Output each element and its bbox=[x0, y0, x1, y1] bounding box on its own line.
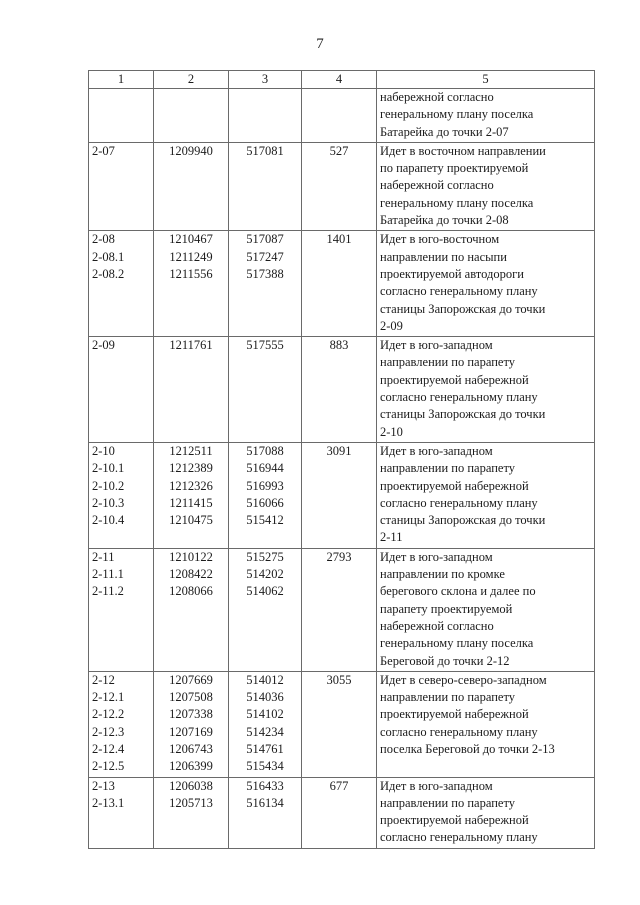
x-coordinate: 1212389 bbox=[169, 461, 213, 476]
description-line: проектируемой набережной bbox=[380, 707, 529, 722]
point-id: 2-11.2 bbox=[92, 584, 124, 599]
segment-length: 527 bbox=[329, 143, 349, 158]
y-coordinate: 517388 bbox=[246, 266, 284, 281]
point-id: 2-11 bbox=[92, 549, 115, 564]
y-coordinate-cell bbox=[229, 89, 302, 143]
y-coordinate: 515412 bbox=[246, 513, 284, 528]
y-coordinate: 517247 bbox=[246, 249, 284, 264]
description-line: набережной согласно bbox=[380, 90, 494, 104]
table-row bbox=[89, 548, 595, 671]
point-cell bbox=[89, 548, 154, 671]
x-coordinate: 1211556 bbox=[169, 266, 213, 281]
x-coordinate: 1206038 bbox=[169, 778, 213, 793]
segment-length: 883 bbox=[329, 338, 349, 353]
description-line: генеральному плану поселка bbox=[380, 636, 534, 651]
x-coordinate: 1211761 bbox=[169, 338, 213, 353]
table-row bbox=[89, 231, 595, 337]
point-id: 2-10.4 bbox=[92, 513, 125, 528]
y-coordinate-cell bbox=[229, 548, 302, 671]
point-cell bbox=[89, 777, 154, 848]
description-line: набережной согласно bbox=[380, 618, 494, 633]
point-id: 2-10.1 bbox=[92, 461, 125, 476]
description-cell bbox=[377, 671, 595, 777]
point-id: 2-11.1 bbox=[92, 567, 124, 582]
description-line: направлении по парапету bbox=[380, 795, 515, 810]
description-cell bbox=[377, 548, 595, 671]
point-cell bbox=[89, 231, 154, 337]
length-cell bbox=[302, 671, 377, 777]
y-coordinate: 514202 bbox=[246, 567, 284, 582]
y-coordinate-cell bbox=[229, 671, 302, 777]
x-coordinate: 1210467 bbox=[169, 232, 213, 247]
header-col-4: 4 bbox=[302, 71, 377, 89]
y-coordinate: 516433 bbox=[246, 778, 284, 793]
description-line: направлении по кромке bbox=[380, 567, 505, 582]
description-line: согласно генеральному плану bbox=[380, 284, 538, 299]
y-coordinate-cell bbox=[229, 142, 302, 230]
header-col-5: 5 bbox=[377, 71, 595, 89]
description-line: проектируемой набережной bbox=[380, 813, 529, 828]
x-coordinate: 1211415 bbox=[169, 495, 213, 510]
description-cell bbox=[377, 442, 595, 548]
description-line: Идет в юго-западном bbox=[380, 778, 493, 793]
header-col-1: 1 bbox=[89, 71, 154, 89]
coordinates-table bbox=[88, 70, 595, 849]
table-row bbox=[89, 89, 595, 143]
y-coordinate: 514761 bbox=[246, 741, 284, 756]
description-line: Батарейка до точки 2-08 bbox=[380, 213, 509, 228]
point-id: 2-09 bbox=[92, 338, 115, 353]
x-coordinate: 1205713 bbox=[169, 795, 213, 810]
segment-length: 3055 bbox=[326, 672, 352, 687]
y-coordinate: 517088 bbox=[246, 443, 284, 458]
point-cell bbox=[89, 89, 154, 143]
table-row bbox=[89, 442, 595, 548]
segment-length: 2793 bbox=[326, 549, 352, 564]
description-line: генеральному плану поселка bbox=[380, 107, 534, 122]
description-cell bbox=[377, 337, 595, 443]
x-coordinate-cell bbox=[154, 548, 229, 671]
description-cell bbox=[377, 89, 595, 143]
y-coordinate: 514036 bbox=[246, 690, 284, 705]
header-col-3: 3 bbox=[229, 71, 302, 89]
y-coordinate: 515275 bbox=[246, 549, 284, 564]
length-cell bbox=[302, 442, 377, 548]
point-id: 2-10 bbox=[92, 443, 115, 458]
description-line: парапету проектируемой bbox=[380, 601, 513, 616]
description-line: согласно генеральному плану bbox=[380, 390, 538, 405]
table-body bbox=[89, 89, 595, 849]
x-coordinate: 1206743 bbox=[169, 741, 213, 756]
x-coordinate-cell bbox=[154, 231, 229, 337]
y-coordinate: 514102 bbox=[246, 707, 284, 722]
y-coordinate: 515434 bbox=[246, 759, 284, 774]
description-line: проектируемой автодороги bbox=[380, 266, 524, 281]
page-number: 7 bbox=[316, 36, 324, 52]
x-coordinate: 1207169 bbox=[169, 724, 213, 739]
description-line: поселка Береговой до точки 2-13 bbox=[380, 741, 555, 756]
point-cell bbox=[89, 337, 154, 443]
x-coordinate: 1210475 bbox=[169, 513, 213, 528]
point-cell bbox=[89, 671, 154, 777]
x-coordinate-cell bbox=[154, 442, 229, 548]
x-coordinate: 1206399 bbox=[169, 759, 213, 774]
x-coordinate: 1208422 bbox=[169, 567, 213, 582]
description-cell bbox=[377, 142, 595, 230]
point-id: 2-08.1 bbox=[92, 249, 125, 264]
description-line: проектируемой набережной bbox=[380, 478, 529, 493]
length-cell bbox=[302, 89, 377, 143]
description-line: направлении по парапету bbox=[380, 690, 515, 705]
x-coordinate: 1208066 bbox=[169, 584, 213, 599]
description-line: Идет в юго-западном bbox=[380, 443, 493, 458]
table-row bbox=[89, 777, 595, 848]
point-id: 2-13.1 bbox=[92, 795, 125, 810]
description-line: берегового склона и далее по bbox=[380, 584, 536, 599]
point-id: 2-08.2 bbox=[92, 266, 125, 281]
length-cell bbox=[302, 142, 377, 230]
length-cell bbox=[302, 548, 377, 671]
point-id: 2-10.2 bbox=[92, 478, 125, 493]
y-coordinate: 516944 bbox=[246, 461, 284, 476]
description-line: станицы Запорожская до точки bbox=[380, 513, 546, 528]
description-line: набережной согласно bbox=[380, 178, 494, 193]
description-cell bbox=[377, 231, 595, 337]
y-coordinate: 514062 bbox=[246, 584, 284, 599]
description-line: Идет в восточном направлении bbox=[380, 143, 546, 158]
description-line: Береговой до точки 2-12 bbox=[380, 653, 510, 668]
point-cell bbox=[89, 142, 154, 230]
y-coordinate-cell bbox=[229, 777, 302, 848]
length-cell bbox=[302, 337, 377, 443]
x-coordinate: 1212511 bbox=[169, 443, 213, 458]
length-cell bbox=[302, 231, 377, 337]
y-coordinate: 516134 bbox=[246, 795, 284, 810]
description-line: направлении по насыпи bbox=[380, 249, 507, 264]
description-line: направлении по парапету bbox=[380, 355, 515, 370]
x-coordinate-cell bbox=[154, 142, 229, 230]
point-id: 2-12.3 bbox=[92, 724, 125, 739]
description-line: проектируемой набережной bbox=[380, 372, 529, 387]
x-coordinate: 1207338 bbox=[169, 707, 213, 722]
table-row bbox=[89, 671, 595, 777]
x-coordinate-cell bbox=[154, 671, 229, 777]
description-line: по парапету проектируемой bbox=[380, 161, 529, 176]
table-row bbox=[89, 142, 595, 230]
point-id: 2-08 bbox=[92, 232, 115, 247]
x-coordinate-cell bbox=[154, 89, 229, 143]
header-col-2: 2 bbox=[154, 71, 229, 89]
y-coordinate-cell bbox=[229, 231, 302, 337]
point-id: 2-12.2 bbox=[92, 707, 125, 722]
description-line: Идет в юго-западном bbox=[380, 549, 493, 564]
y-coordinate-cell bbox=[229, 442, 302, 548]
description-line: Батарейка до точки 2-07 bbox=[380, 124, 509, 139]
x-coordinate: 1210122 bbox=[169, 549, 213, 564]
x-coordinate-cell bbox=[154, 777, 229, 848]
description-line: станицы Запорожская до точки bbox=[380, 407, 546, 422]
description-line: согласно генеральному плану bbox=[380, 495, 538, 510]
segment-length: 3091 bbox=[326, 443, 352, 458]
description-line: Идет в северо-северо-западном bbox=[380, 672, 547, 687]
point-id: 2-12.4 bbox=[92, 741, 125, 756]
y-coordinate: 517081 bbox=[246, 143, 284, 158]
description-line: 2-10 bbox=[380, 424, 403, 439]
y-coordinate: 517555 bbox=[246, 338, 284, 353]
table-header-row bbox=[89, 71, 595, 89]
description-line: согласно генеральному плану bbox=[380, 724, 538, 739]
point-id: 2-13 bbox=[92, 778, 115, 793]
point-id: 2-07 bbox=[92, 143, 115, 158]
point-id: 2-10.3 bbox=[92, 495, 125, 510]
description-line: 2-11 bbox=[380, 530, 403, 545]
description-line: станицы Запорожская до точки bbox=[380, 301, 546, 316]
length-cell bbox=[302, 777, 377, 848]
y-coordinate: 514234 bbox=[246, 724, 284, 739]
y-coordinate: 516993 bbox=[246, 478, 284, 493]
description-cell bbox=[377, 777, 595, 848]
x-coordinate: 1207669 bbox=[169, 672, 213, 687]
point-cell bbox=[89, 442, 154, 548]
point-id: 2-12.5 bbox=[92, 759, 125, 774]
description-line: 2-09 bbox=[380, 318, 403, 333]
y-coordinate: 514012 bbox=[246, 672, 284, 687]
x-coordinate: 1212326 bbox=[169, 478, 213, 493]
x-coordinate-cell bbox=[154, 337, 229, 443]
description-line: Идет в юго-восточном bbox=[380, 232, 500, 247]
y-coordinate-cell bbox=[229, 337, 302, 443]
segment-length: 1401 bbox=[326, 232, 352, 247]
table-row bbox=[89, 337, 595, 443]
point-id: 2-12.1 bbox=[92, 690, 125, 705]
x-coordinate: 1209940 bbox=[169, 143, 213, 158]
y-coordinate: 516066 bbox=[246, 495, 284, 510]
description-line: направлении по парапету bbox=[380, 461, 515, 476]
description-line: генеральному плану поселка bbox=[380, 195, 534, 210]
segment-length: 677 bbox=[329, 778, 349, 793]
x-coordinate: 1207508 bbox=[169, 690, 213, 705]
point-id: 2-12 bbox=[92, 672, 115, 687]
description-line: Идет в юго-западном bbox=[380, 338, 493, 353]
description-line: согласно генеральному плану bbox=[380, 830, 538, 845]
y-coordinate: 517087 bbox=[246, 232, 284, 247]
x-coordinate: 1211249 bbox=[169, 249, 213, 264]
